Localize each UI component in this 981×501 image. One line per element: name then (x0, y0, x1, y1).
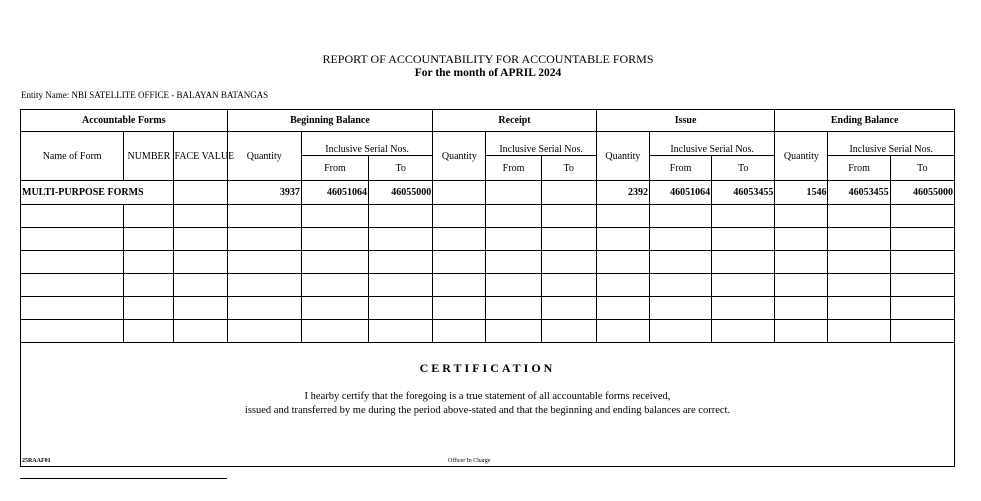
group-ending-balance: Ending Balance (775, 110, 955, 132)
col-beginning-quantity: Quantity (227, 132, 301, 181)
empty-row (21, 274, 955, 297)
group-receipt: Receipt (433, 110, 597, 132)
certification-text-line1: I hearby certify that the foregoing is a true statement of all accountable forms received, (304, 391, 671, 402)
empty-row (21, 205, 955, 228)
group-beginning-balance: Beginning Balance (227, 110, 433, 132)
table-row (21, 181, 955, 205)
empty-row (21, 320, 955, 343)
receipt-from (486, 181, 541, 205)
empty-row (21, 251, 955, 274)
form-name: MULTI-PURPOSE FORMS (21, 181, 174, 205)
ending-quantity: 1546 (775, 181, 828, 205)
face-value (174, 181, 227, 205)
col-face-value: FACE VALUE (174, 132, 227, 181)
beginning-to: 46055000 (369, 181, 433, 205)
col-issue-to: To (712, 156, 775, 181)
signature-line (20, 478, 227, 479)
beginning-quantity: 3937 (227, 181, 301, 205)
col-receipt-inclusive-serial: Inclusive Serial Nos. (486, 132, 596, 156)
col-beginning-inclusive-serial: Inclusive Serial Nos. (301, 132, 432, 156)
col-ending-inclusive-serial: Inclusive Serial Nos. (828, 132, 955, 156)
issue-quantity: 2392 (596, 181, 649, 205)
col-number: NUMBER (124, 132, 174, 181)
report-title: REPORT OF ACCOUNTABILITY FOR ACCOUNTABLE FORMS (322, 52, 654, 66)
issue-from: 46051064 (649, 181, 711, 205)
group-header-row (21, 110, 955, 132)
receipt-to (541, 181, 596, 205)
group-accountable-forms: Accountable Forms (21, 110, 228, 132)
col-name-of-form: Name of Form (21, 132, 124, 181)
accountability-table (20, 109, 955, 343)
ending-to: 46055000 (890, 181, 954, 205)
empty-row (21, 228, 955, 251)
col-beginning-from: From (301, 156, 368, 181)
certification-box (20, 342, 955, 467)
col-ending-from: From (828, 156, 890, 181)
certification-text-line2: issued and transferred by me during the period above-stated and that the beginning and ending balances are correct. (244, 405, 731, 416)
col-issue-quantity: Quantity (596, 132, 649, 181)
issue-to: 46053455 (712, 181, 775, 205)
officer-in-charge-label: Officer In Charge (448, 458, 491, 464)
column-header-row (21, 132, 955, 156)
col-receipt-quantity: Quantity (433, 132, 486, 181)
receipt-quantity (433, 181, 486, 205)
form-code: 25RAAF01 (22, 458, 51, 464)
col-receipt-to: To (541, 156, 596, 181)
col-ending-quantity: Quantity (775, 132, 828, 181)
beginning-from: 46051064 (301, 181, 368, 205)
empty-row (21, 297, 955, 320)
col-beginning-to: To (369, 156, 433, 181)
report-period: For the month of APRIL 2024 (414, 67, 562, 79)
col-issue-from: From (649, 156, 711, 181)
col-receipt-from: From (486, 156, 541, 181)
certification-heading: CERTIFICATION (419, 361, 556, 375)
group-issue: Issue (596, 110, 775, 132)
entity-name: Entity Name: NBI SATELLITE OFFICE - BALAYAN BATANGAS (21, 90, 269, 100)
col-issue-inclusive-serial: Inclusive Serial Nos. (649, 132, 774, 156)
col-ending-to: To (890, 156, 954, 181)
ending-from: 46053455 (828, 181, 890, 205)
